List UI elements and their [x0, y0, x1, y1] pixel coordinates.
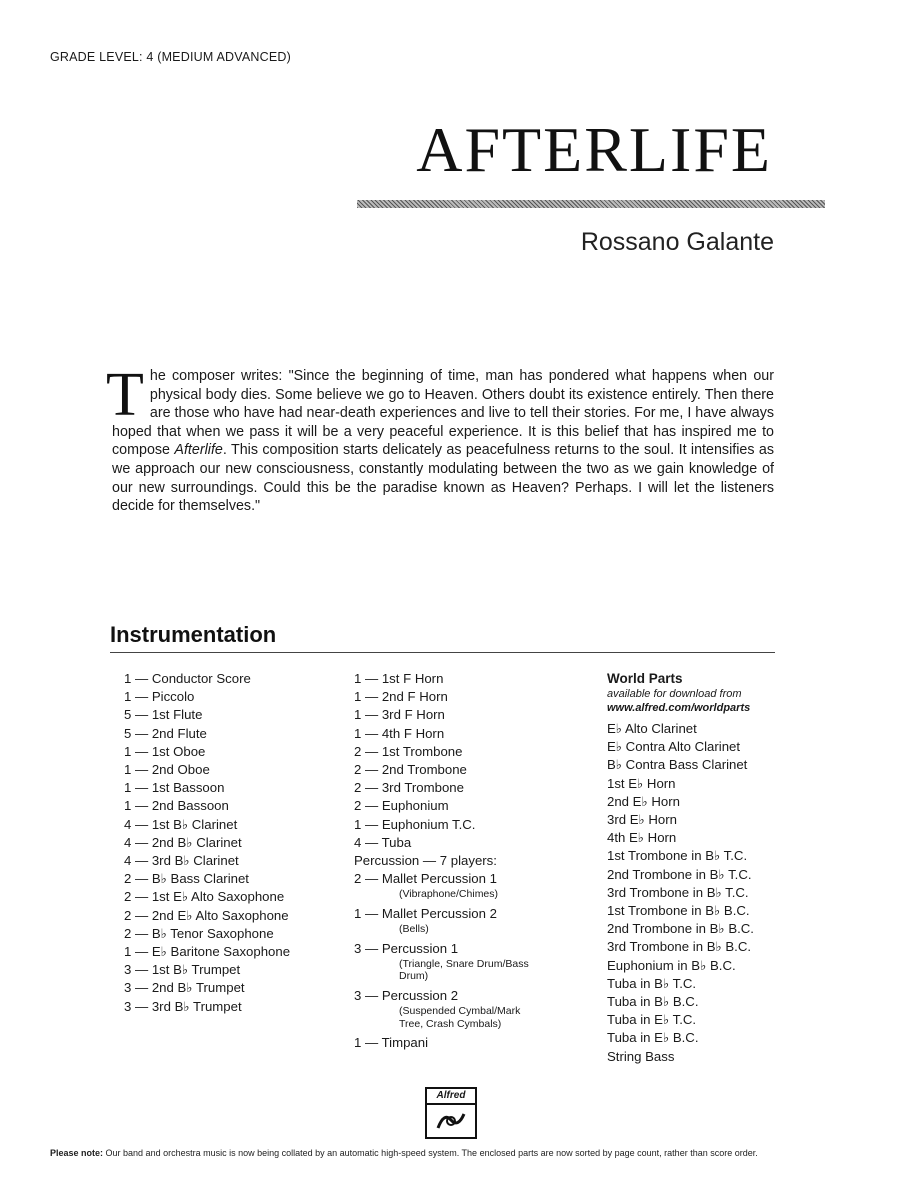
world-part-item: String Bass: [607, 1048, 675, 1064]
instrument-item: 1 — 1st Oboe: [124, 743, 206, 759]
instrument-item: 1 — 2nd Oboe: [124, 762, 210, 778]
world-part-item: Euphonium in B♭ B.C.: [607, 957, 736, 973]
instrument-item: 3 — 2nd B♭ Trumpet: [124, 980, 245, 996]
instrument-item: 1 — 1st F Horn: [354, 671, 444, 686]
program-notes-text-end: . This composition starts delicately as peacefulness returns to the soul. It intensifies as we approach our new consciousness, constantly modulating between the two as we gain knowledge of our new surroundings. Could this be the paradise known as Heaven? Perhaps. I will let the listeners decide for themselves.": [112, 442, 774, 515]
instrument-note: (Triangle, Snare Drum/Bass Drum): [399, 957, 529, 983]
world-part-item: Tuba in B♭ B.C.: [607, 994, 699, 1010]
percussion-heading: Percussion — 7 players:: [354, 853, 497, 869]
world-parts-link[interactable]: www.alfred.com/worldparts: [607, 702, 751, 714]
world-part-item: Tuba in E♭ B.C.: [607, 1030, 699, 1046]
world-part-item: E♭ Contra Alto Clarinet: [607, 739, 741, 755]
composer-name: Rossano Galante: [580, 228, 774, 256]
world-part-item: 3rd Trombone in B♭ B.C.: [607, 939, 752, 955]
world-part-item: 1st Trombone in B♭ T.C.: [607, 848, 748, 864]
instrument-item: 1 — E♭ Baritone Saxophone: [124, 944, 291, 960]
instrument-item: 2 — 2nd Trombone: [354, 762, 467, 778]
instrument-item: 3 — Percussion 2: [354, 987, 459, 1003]
instrument-item: 1 — Euphonium T.C.: [354, 816, 476, 832]
program-notes-title: Afterlife: [174, 442, 223, 459]
instrument-item: 1 — 4th F Horn: [354, 725, 445, 741]
instrument-note: (Bells): [399, 923, 429, 936]
world-part-item: 2nd Trombone in B♭ T.C.: [607, 866, 752, 882]
instrument-item: 1 — Conductor Score: [124, 671, 251, 686]
instrument-item: 1 — 2nd Bassoon: [124, 798, 229, 814]
world-part-item: E♭ Alto Clarinet: [607, 721, 697, 736]
drop-cap: T: [106, 361, 144, 429]
world-part-item: 1st E♭ Horn: [607, 775, 676, 791]
instrument-item: 4 — 1st B♭ Clarinet: [124, 816, 238, 832]
instrument-item: 3 — 1st B♭ Trumpet: [124, 962, 241, 978]
instrument-item: 4 — 3rd B♭ Clarinet: [124, 853, 239, 869]
instrument-list-column-1: [124, 670, 334, 1016]
instrument-item: 5 — 1st Flute: [124, 707, 203, 723]
world-part-item: 2nd Trombone in B♭ B.C.: [607, 921, 754, 937]
world-part-item: Tuba in B♭ T.C.: [607, 975, 697, 991]
instrument-list-column-2: [354, 670, 574, 1052]
program-notes-text-start: he composer writes: "Since the beginning of time, man has pondered what happens when our physical body dies. Some believe we go to Heaven. Others doubt its existence entirely. Then there are those who have had near-death experiences and live to tell their stories. For me, I have always hoped that when we pass it will be a very peaceful experience. It is this belief that has inspired me to compose: [112, 368, 774, 459]
title-rule: [357, 200, 825, 208]
logo-emblem-icon: [434, 1108, 468, 1134]
world-parts-title: World Parts: [607, 671, 683, 686]
instrument-item: 1 — 2nd F Horn: [354, 689, 448, 705]
instrument-item: 4 — Tuba: [354, 834, 412, 850]
instrument-item: 2 — Mallet Percussion 1: [354, 871, 497, 887]
piece-title: AFTERLIFE: [416, 114, 772, 185]
world-part-item: 3rd E♭ Horn: [607, 812, 677, 828]
instrument-item: 1 — Piccolo: [124, 689, 195, 705]
alfred-logo: [425, 1087, 477, 1139]
instrumentation-rule: [110, 652, 775, 653]
instrument-item: 2 — 3rd Trombone: [354, 780, 464, 796]
instrumentation-heading: Instrumentation: [110, 622, 277, 647]
instrument-item: 2 — B♭ Bass Clarinet: [124, 871, 249, 887]
instrument-item: 2 — 1st E♭ Alto Saxophone: [124, 889, 285, 905]
instrument-note: (Vibraphone/Chimes): [399, 888, 499, 901]
world-part-item: 2nd E♭ Horn: [607, 793, 680, 809]
world-part-item: 3rd Trombone in B♭ T.C.: [607, 884, 749, 900]
footer-note-label: Please note:: [50, 1148, 104, 1158]
instrument-item: 3 — 3rd B♭ Trumpet: [124, 998, 242, 1014]
world-part-item: B♭ Contra Bass Clarinet: [607, 757, 748, 773]
program-notes: [106, 361, 774, 516]
instrument-item: 3 — Percussion 1: [354, 940, 459, 956]
logo-text: Alfred: [427, 1089, 475, 1105]
grade-level: GRADE LEVEL: 4 (MEDIUM ADVANCED): [50, 50, 291, 64]
instrument-item: 4 — 2nd B♭ Clarinet: [124, 834, 242, 850]
instrument-item: 1 — Timpani: [354, 1035, 429, 1051]
world-part-item: 1st Trombone in B♭ B.C.: [607, 903, 750, 919]
instrument-item: 1 — Mallet Percussion 2: [354, 905, 497, 921]
world-part-item: 4th E♭ Horn: [607, 830, 677, 846]
footer-note: [50, 1148, 850, 1158]
instrument-item: 5 — 2nd Flute: [124, 725, 207, 741]
instrument-item: 1 — 3rd F Horn: [354, 707, 445, 723]
instrument-item: 2 — Euphonium: [354, 798, 449, 814]
instrument-item: 2 — 1st Trombone: [354, 743, 463, 759]
world-parts-subtitle: available for download from: [607, 688, 742, 700]
footer-note-text: Our band and orchestra music is now being collated by an automatic high-speed system. The enclosed parts are now sorted by page count, rather than score order.: [103, 1148, 758, 1158]
instrument-item: 1 — 1st Bassoon: [124, 780, 225, 796]
instrument-item: 2 — 2nd E♭ Alto Saxophone: [124, 907, 289, 923]
world-parts-column: [607, 671, 807, 1066]
world-part-item: Tuba in E♭ T.C.: [607, 1012, 697, 1028]
instrument-note: (Suspended Cymbal/Mark Tree, Crash Cymbals): [399, 1005, 521, 1030]
instrument-item: 2 — B♭ Tenor Saxophone: [124, 925, 274, 941]
